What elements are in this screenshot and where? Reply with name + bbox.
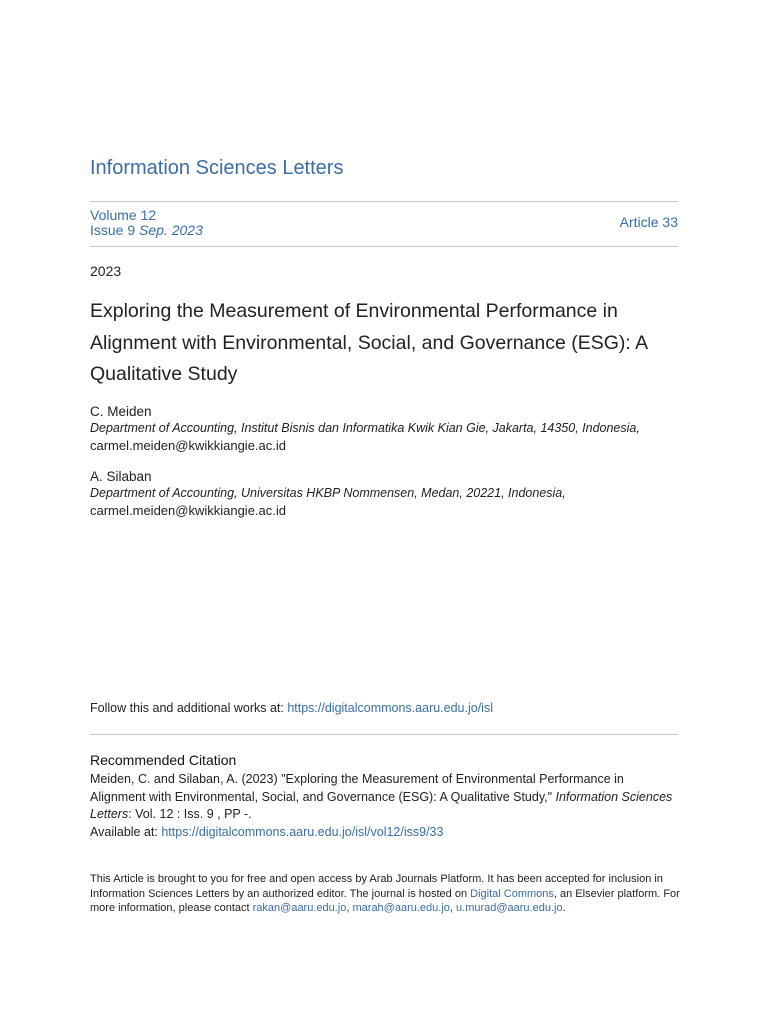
recommended-citation-heading: Recommended Citation bbox=[90, 752, 237, 768]
footer-text-1: This Article is brought to you for free and open access by Arab Journals Platform. It has been accepted for inclusion in Information Sciences Letters by an authorized editor. The journal is hosted on bbox=[90, 873, 663, 900]
citation-main: Meiden, C. and Silaban, A. (2023) "Exploring the Measurement of Environmental Performance in Alignment with Environmental, Social, and Governance (ESG): A Qualitative Study," bbox=[90, 772, 624, 804]
author-block bbox=[90, 403, 640, 454]
issue-link[interactable]: Issue 9 bbox=[90, 222, 136, 238]
author-email: carmel.meiden@kwikkiangie.ac.id bbox=[90, 503, 286, 518]
author-affiliation: Department of Accounting, Universitas HKBP Nommensen, Medan, 20221, Indonesia, bbox=[90, 486, 566, 500]
author-name[interactable]: A. Silaban bbox=[90, 469, 152, 484]
article-url-link[interactable]: https://digitalcommons.aaru.edu.jo/isl/vol12/iss9/33 bbox=[161, 824, 444, 839]
citation-journal: Information Sciences Letters bbox=[90, 789, 673, 821]
follow-text: Follow this and additional works at: bbox=[90, 701, 288, 715]
available-label: Available at: bbox=[90, 824, 162, 839]
contact-email-link[interactable]: u.murad@aaru.edu.jo bbox=[456, 902, 563, 915]
issue-date: Sep. 2023 bbox=[139, 222, 203, 238]
author-block bbox=[90, 468, 566, 519]
citation-text bbox=[90, 771, 680, 841]
footer-end: . bbox=[562, 902, 566, 915]
journal-title[interactable]: Information Sciences Letters bbox=[90, 157, 344, 179]
digital-commons-link[interactable]: Digital Commons bbox=[470, 887, 554, 900]
issue-line bbox=[90, 223, 203, 238]
volume-link[interactable]: Volume 12 bbox=[90, 207, 157, 223]
footer-text-2: , an Elsevier platform. For more information, please contact bbox=[90, 887, 680, 915]
divider-bottom bbox=[90, 734, 678, 735]
article-number[interactable]: Article 33 bbox=[619, 214, 678, 230]
divider-middle bbox=[90, 246, 678, 247]
contact-email-link[interactable]: rakan@aaru.edu.jo bbox=[252, 902, 347, 915]
author-email: carmel.meiden@kwikkiangie.ac.id bbox=[90, 438, 286, 453]
citation-tail: : Vol. 12 : Iss. 9 , PP -. bbox=[128, 807, 252, 821]
volume-issue-block bbox=[90, 208, 203, 238]
author-affiliation: Department of Accounting, Institut Bisnis dan Informatika Kwik Kian Gie, Jakarta, 14350, Indonesia, bbox=[90, 421, 640, 435]
contact-email-link[interactable]: marah@aaru.edu.jo bbox=[352, 902, 450, 915]
author-name[interactable]: C. Meiden bbox=[90, 404, 152, 419]
follow-line bbox=[90, 701, 493, 715]
footer-notice bbox=[90, 872, 680, 916]
divider-top bbox=[90, 201, 678, 202]
footer-separator: , bbox=[449, 902, 457, 915]
repository-link[interactable]: https://digitalcommons.aaru.edu.jo/isl bbox=[287, 701, 493, 715]
publication-year: 2023 bbox=[90, 263, 122, 279]
footer-separator: , bbox=[346, 902, 353, 915]
paper-title: Exploring the Measurement of Environmental Performance in Alignment with Environmental, Social, and Governance (ESG): A Qualitative Study bbox=[90, 300, 648, 385]
